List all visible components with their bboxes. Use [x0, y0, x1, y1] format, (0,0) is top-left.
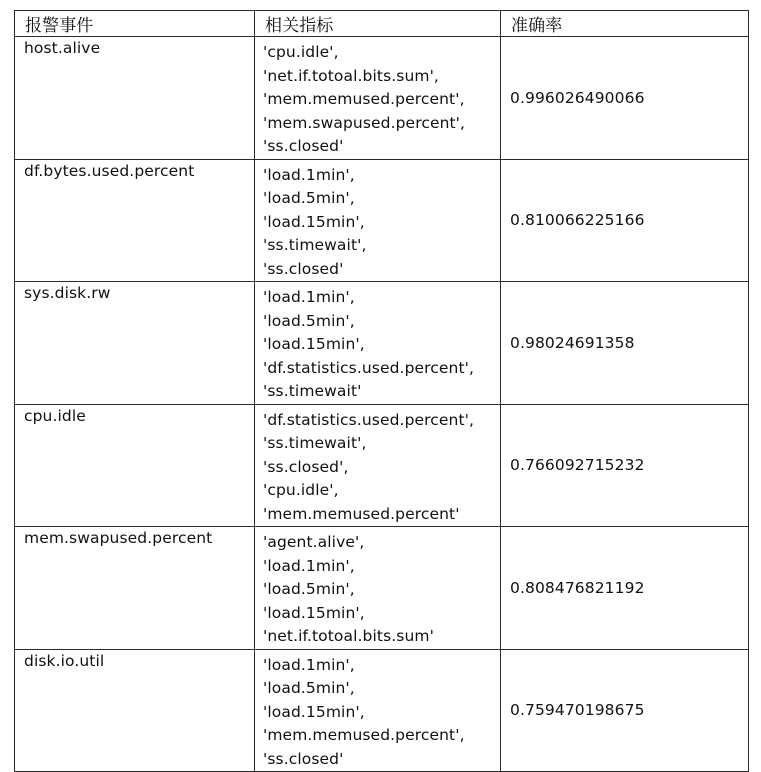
metric-item: 'ss.timewait' [263, 382, 362, 400]
metric-item: 'load.15min', [263, 212, 365, 231]
accuracy-cell: 0.98024691358 [501, 282, 749, 405]
metric-item: 'agent.alive', [263, 533, 365, 551]
related-metrics-cell [255, 159, 501, 282]
accuracy-cell: 0.996026490066 [501, 37, 749, 160]
related-metrics-cell [255, 282, 501, 405]
metric-item: 'load.5min', [263, 580, 355, 598]
table-row [15, 404, 749, 527]
metric-item: 'load.1min', [263, 165, 355, 184]
table-row [15, 282, 749, 405]
alert-event-cell: sys.disk.rw [15, 282, 255, 405]
alert-event-cell: mem.swapused.percent [15, 527, 255, 650]
metric-item: 'load.1min', [263, 556, 355, 575]
metric-item: 'mem.memused.percent' [263, 504, 460, 523]
accuracy-cell: 0.766092715232 [501, 404, 749, 527]
header-accuracy: 准确率 [501, 11, 749, 37]
table-row [15, 37, 749, 160]
metric-item: 'ss.closed' [263, 749, 344, 768]
header-related-metrics: 相关指标 [255, 11, 501, 37]
metric-item: 'load.15min', [263, 603, 365, 622]
alert-event-cell: disk.io.util [15, 649, 255, 772]
metric-item: 'mem.memused.percent', [263, 726, 465, 744]
metric-item: 'load.15min', [263, 335, 365, 353]
related-metrics-cell [255, 404, 501, 527]
table-row [15, 649, 749, 772]
related-metrics-cell [255, 37, 501, 160]
alert-metrics-table [14, 10, 749, 772]
metric-item: 'net.if.totoal.bits.sum', [263, 66, 439, 85]
table-header-row [15, 11, 749, 37]
metric-item: 'ss.timewait', [263, 434, 367, 452]
alert-event-cell: host.alive [15, 37, 255, 160]
alert-event-cell: cpu.idle [15, 404, 255, 527]
metric-item: 'ss.closed' [263, 137, 344, 155]
metric-item: 'ss.closed', [263, 457, 349, 476]
header-alert-event: 报警事件 [15, 11, 255, 37]
metric-item: 'mem.memused.percent', [263, 90, 465, 108]
metric-item: 'df.statistics.used.percent', [263, 358, 475, 377]
accuracy-cell: 0.759470198675 [501, 649, 749, 772]
metric-item: 'net.if.totoal.bits.sum' [263, 627, 434, 645]
metric-item: 'load.5min', [263, 189, 355, 207]
metric-item: 'ss.timewait', [263, 236, 367, 254]
metric-item: 'load.15min', [263, 702, 365, 721]
alert-event-cell: df.bytes.used.percent [15, 159, 255, 282]
metric-item: 'mem.swapused.percent', [263, 113, 466, 132]
related-metrics-cell [255, 649, 501, 772]
metric-item: 'load.5min', [263, 679, 355, 697]
metric-item: 'df.statistics.used.percent', [263, 410, 475, 429]
metric-item: 'load.1min', [263, 655, 355, 674]
metric-item: 'load.5min', [263, 311, 355, 330]
table-row [15, 527, 749, 650]
metric-item: 'cpu.idle', [263, 481, 339, 499]
accuracy-cell: 0.808476821192 [501, 527, 749, 650]
metric-item: 'ss.closed' [263, 259, 344, 278]
metric-item: 'cpu.idle', [263, 43, 339, 61]
accuracy-cell: 0.810066225166 [501, 159, 749, 282]
metric-item: 'load.1min', [263, 288, 355, 306]
table-body [15, 37, 749, 772]
table-row [15, 159, 749, 282]
related-metrics-cell [255, 527, 501, 650]
